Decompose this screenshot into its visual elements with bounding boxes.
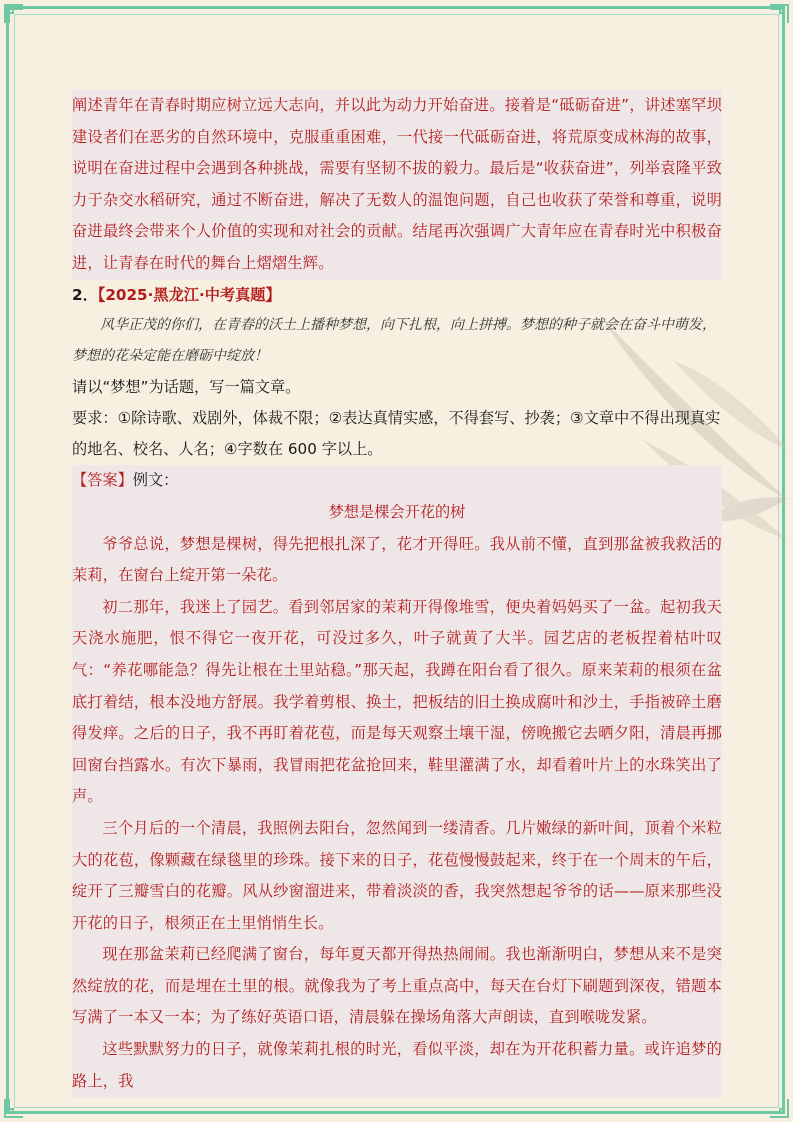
question-requirements: 要求：①除诗歌、戏剧外，体裁不限；②表达真情实感，不得套写、抄袭；③文章中不得出现真实的地名、校名、人名；④字数在 600 字以上。 bbox=[72, 408, 721, 458]
essay-paragraph: 初二那年，我迷上了园艺。看到邻居家的茉莉开得像堆雪，便央着妈妈买了一盆。起初我天天浇水施肥，恨不得它一夜开花，可没过多久，叶子就黄了大半。园艺店的老板捏着枯叶叹气：“养花哪能急？得先让根在土里站稳。”那天起，我蹲在阳台看了很久。原来茉莉的根须在盆底打着结，根本没地方舒展。我学着剪根、换土，把板结的旧土换成腐叶和沙土，手指被碎土磨得发痒。之后的日子，我不再盯着花苞，而是每天观察土壤干湿，傍晚搬它去晒夕阳，清晨再挪回窗台挡露水。有次下暴雨，我冒雨把花盆抢回来，鞋里灌满了水，却看着叶片上的水珠笑出了声。 bbox=[72, 597, 722, 806]
corner-ornament-icon bbox=[3, 1097, 25, 1119]
answer-label: 例文： bbox=[132, 470, 179, 489]
answer-tag: 【答案】 bbox=[72, 470, 133, 489]
question-instruction: 请以“梦想”为话题，写一篇文章。 bbox=[72, 377, 301, 396]
question-heading bbox=[72, 280, 722, 310]
essay-paragraph: 这些默默努力的日子，就像茉莉扎根的时光，看似平淡，却在为开花积蓄力量。或许追梦的路上，我 bbox=[72, 1040, 722, 1090]
answer-heading bbox=[72, 465, 722, 495]
essay-title: 梦想是棵会开花的树 bbox=[328, 502, 466, 521]
essay-paragraph: 现在那盆茉莉已经爬满了窗台，每年夏天都开得热热闹闹。我也渐渐明白，梦想从来不是突然绽放的花，而是埋在土里的根。就像我为了考上重点高中，每天在台灯下刷题到深夜，错题本写满了一本又一本；为了练好英语口语，清晨躲在操场角落大声朗读，直到喉咙发紧。 bbox=[72, 945, 722, 1027]
intro-paragraph: 阐述青年在青春时期应树立远大志向，并以此为动力开始奋进。接着是“砥砺奋进”，讲述塞罕坝建设者们在恶劣的自然环境中，克服重重困难，一代接一代砥砺奋进，将荒原变成林海的故事，说明在奋进过程中会遇到各种挑战，需要有坚韧不拔的毅力。最后是“收获奋进”，列举袁隆平致力于杂交水稻研究，通过不断奋进，解决了无数人的温饱问题，自己也收获了荣誉和尊重，说明奋进最终会带来个人价值的实现和对社会的贡献。结尾再次强调广大青年应在青春时光中积极奋进，让青春在时代的舞台上熠熠生辉。 bbox=[72, 90, 722, 280]
corner-ornament-icon bbox=[768, 3, 790, 25]
essay-paragraph: 三个月后的一个清晨，我照例去阳台，忽然闻到一缕清香。几片嫩绿的新叶间，顶着个米粒大的花苞，像颗藏在绿毯里的珍珠。接下来的日子，花苞慢慢鼓起来，终于在一个周末的午后，绽开了三瓣雪白的花瓣。风从纱窗溜进来，带着淡淡的香，我突然想起爷爷的话——原来那些没开花的日子，根须正在土里悄悄生长。 bbox=[72, 818, 722, 932]
document-body bbox=[72, 90, 722, 1097]
question-source-tag: 【2025·黑龙江·中考真题】 bbox=[97, 285, 281, 304]
corner-ornament-icon bbox=[768, 1097, 790, 1119]
answer-block bbox=[72, 465, 722, 1098]
question-number: 2． bbox=[72, 285, 98, 304]
essay-paragraph: 爷爷总说，梦想是棵树，得先把根扎深了，花才开得旺。我从前不懂，直到那盆被我救活的茉莉，在窗台上绽开第一朵花。 bbox=[72, 534, 722, 585]
question-prompt: 风华正茂的你们，在青春的沃土上播种梦想，向下扎根，向上拼搏。梦想的种子就会在奋斗中萌发，梦想的花朵定能在磨砺中绽放！ bbox=[72, 316, 716, 364]
corner-ornament-icon bbox=[3, 3, 25, 25]
